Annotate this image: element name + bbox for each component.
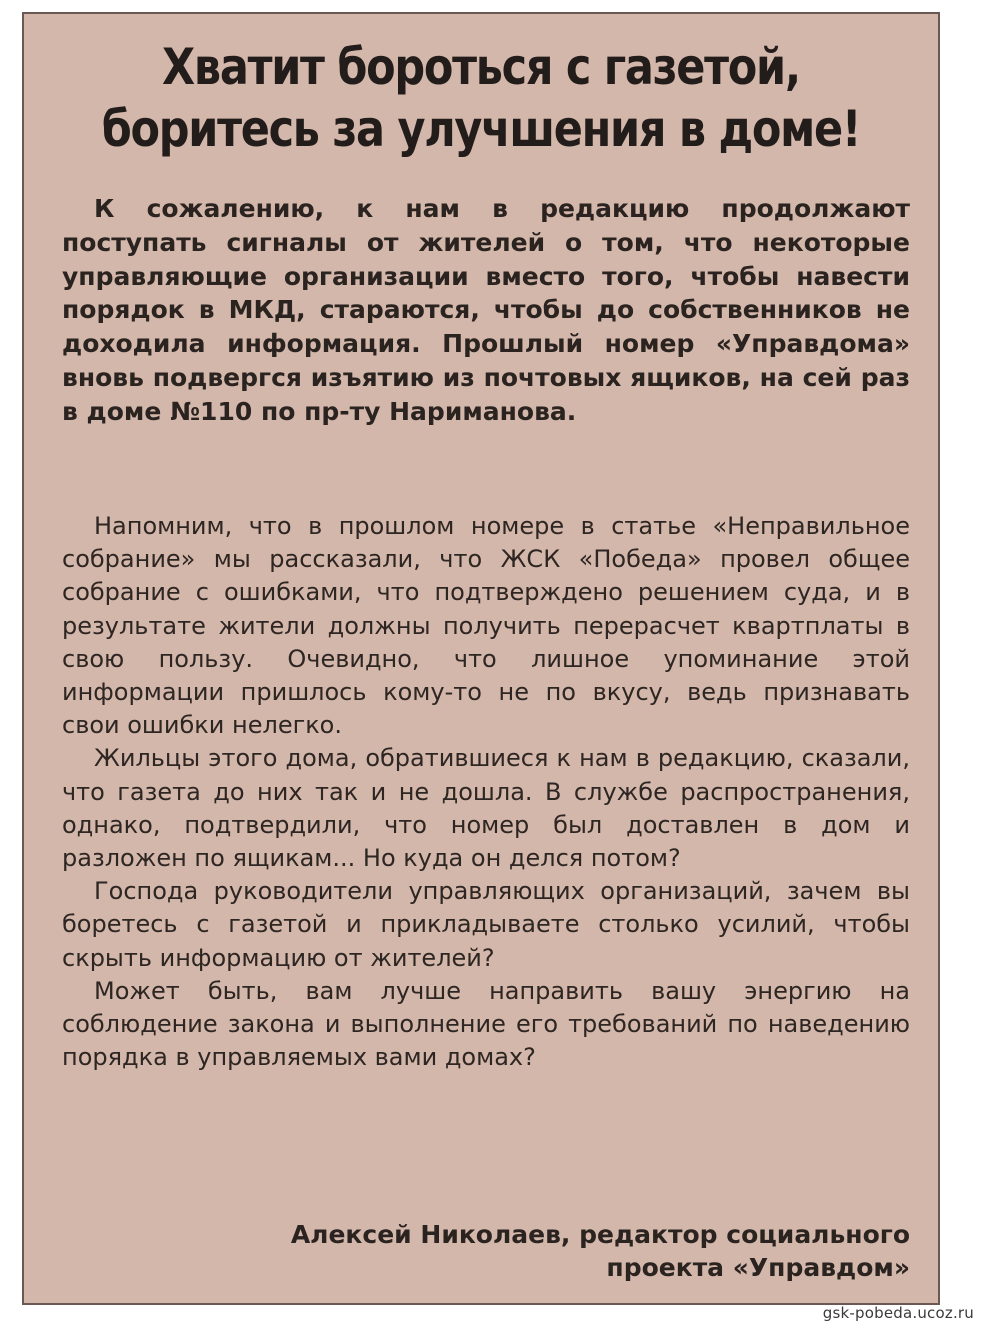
article-body	[62, 510, 910, 1074]
paragraph-2: Жильцы этого дома, обратившиеся к нам в редакцию, сказали, что газета до них так и не дошла. В службе распространения, однако, подтвердили, что номер был доставлен в дом и разложен по ящикам... Но куда он делся потом?	[62, 744, 910, 873]
paragraph-3: Господа руководители управляющих организаций, зачем вы боретесь с газетой и прикладываете столько усилий, чтобы скрыть информацию от жителей?	[62, 877, 910, 972]
newspaper-clipping	[22, 12, 940, 1305]
site-watermark: gsk-pobeda.ucoz.ru	[822, 1304, 974, 1322]
signature-line-1: Алексей Николаев, редактор социального	[290, 1220, 910, 1249]
paragraph-4: Может быть, вам лучше направить вашу энергию на соблюдение закона и выполнение его требований по наведению порядка в управляемых вами домах?	[62, 976, 910, 1072]
headline-line-2: боритесь за улучшения в доме!	[101, 100, 861, 158]
lead-section	[62, 192, 910, 429]
author-signature	[291, 1218, 910, 1284]
paragraph-1: Напомним, что в прошлом номере в статье «Неправильное собрание» мы рассказали, что ЖСК «Победа» провел общее собрание с ошибками, что подтверждено решением суда, и в результате жители должны получить перерасчет квартплаты в свою пользу. Очевидно, что лишное упоминание этой информации пришлось кому-то не по вкусу, ведь признавать свои ошибки нелегко.	[62, 512, 910, 740]
lead-paragraph: К сожалению, к нам в редакцию продолжают поступать сигналы от жителей о том, что некоторые управляющие организации вместо того, чтобы навести порядок в МКД, стараются, чтобы до собственников не доходила информация. Прошлый номер «Управдома» вновь подвергся изъятию из почтовых ящиков, на сей раз в доме №110 по пр-ту Нариманова.	[62, 194, 910, 426]
signature-line-2: проекта «Управдом»	[606, 1253, 910, 1282]
headline	[88, 36, 874, 160]
headline-line-1: Хватит бороться с газетой,	[162, 38, 800, 96]
